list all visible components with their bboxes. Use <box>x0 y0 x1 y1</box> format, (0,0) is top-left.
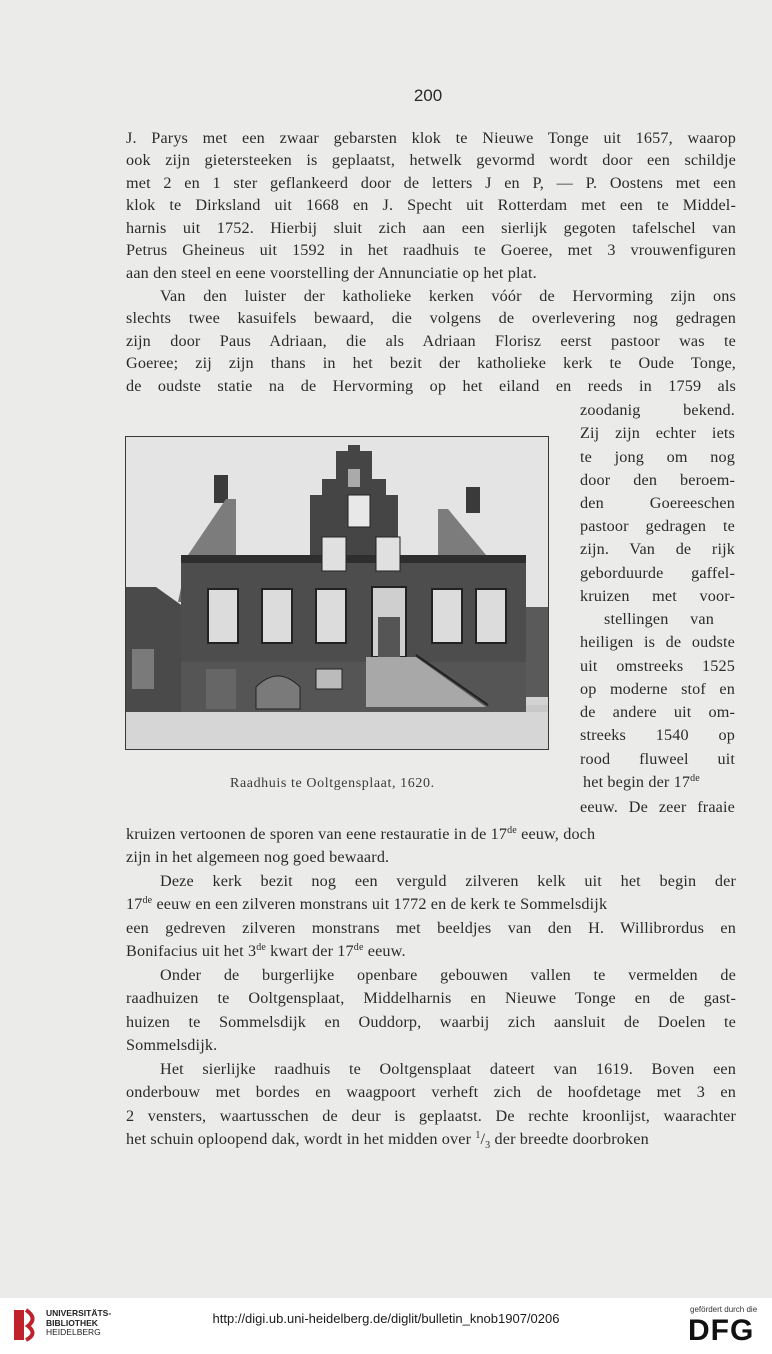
side-text-line: de andere uit om- <box>580 703 735 721</box>
side-text-line: den Goereeschen <box>580 494 735 512</box>
text-line: met 2 en 1 ster geflankeerd door de letters J en P, — P. Oostens met een <box>126 174 736 192</box>
text-line: zijn door Paus Adriaan, die als Adriaan Florisz eerst pastoor was te <box>126 332 736 350</box>
text-line: het schuin oploopend dak, wordt in het midden over $^1/_3$ der breedte doorbroken <box>126 1130 649 1152</box>
side-text-line: geborduurde gaffel- <box>580 564 735 582</box>
page-number: 200 <box>413 86 443 105</box>
side-text-line: rood fluweel uit <box>580 750 735 768</box>
side-text-line: Zij zijn echter iets <box>580 424 735 442</box>
text-line: Sommelsdijk. <box>126 1036 218 1054</box>
text-line: aan den steel en eene voorstelling der Annunciatie op het plat. <box>126 264 537 282</box>
text-line: een gedreven zilveren monstrans met beeldjes van den H. Willibrordus en <box>126 919 736 937</box>
text-line: raadhuizen te Ooltgensplaat, Middelharnis en Nieuwe Tonge en de gast- <box>126 989 736 1007</box>
townhall-photo <box>125 436 549 750</box>
text-line: Goeree; zij zijn thans in het bezit der katholieke kerk te Oude Tonge, <box>126 354 736 372</box>
side-text-line: kruizen met voor- <box>580 587 735 605</box>
library-name: UNIVERSITÄTS- BIBLIOTHEK HEIDELBERG <box>46 1308 112 1337</box>
text-line: Deze kerk bezit nog een verguld zilveren kelk uit het begin der <box>160 872 736 890</box>
side-text-line: heiligen is de oudste <box>580 633 735 651</box>
text-line: 2 vensters, waartusschen de deur is geplaatst. De rechte kroonlijst, waarachter <box>126 1107 736 1125</box>
text-line: de oudste statie na de Hervorming op het eiland en reeds in 1759 als <box>126 377 736 395</box>
text-line: Bonifacius uit het 3de kwart der 17de eeuw. <box>126 942 406 960</box>
side-text-line: zijn. Van de rijk <box>580 540 735 558</box>
text-line: zijn in het algemeen nog goed bewaard. <box>126 848 390 866</box>
footer-bar <box>0 1298 772 1354</box>
text-line: Petrus Gheineus uit 1592 in het raadhuis te Goeree, met 3 vrouwenfiguren <box>126 241 736 259</box>
side-text-line: het begin der 17de <box>583 773 700 791</box>
figure-caption: Raadhuis te Ooltgensplaat, 1620. <box>230 776 435 791</box>
side-text-line: eeuw. De zeer fraaie <box>580 798 735 816</box>
side-text-line: streeks 1540 op <box>580 726 735 744</box>
text-line: harnis uit 1752. Hierbij sluit zich aan een sierlijk gegoten tafelschel van <box>126 219 736 237</box>
dfg-caption: gefördert durch die <box>690 1305 758 1314</box>
text-line: onderbouw met bordes en waagpoort verheft zich de hoofdetage met 3 en <box>126 1083 736 1101</box>
side-text-line: stellingen van <box>604 610 714 628</box>
side-text-line: uit omstreeks 1525 <box>580 657 735 675</box>
text-line: kruizen vertoonen de sporen van eene restauratie in de 17de eeuw, doch <box>126 825 596 843</box>
text-line: Van den luister der katholieke kerken vóór de Hervorming zijn ons <box>160 287 736 305</box>
side-text-line: door den beroem- <box>580 471 735 489</box>
text-line: huizen te Sommelsdijk en Ouddorp, waarbij zich aansluit de Doelen te <box>126 1013 736 1031</box>
text-line: 17de eeuw en een zilveren monstrans uit 1772 en de kerk te Sommelsdijk <box>126 895 608 913</box>
text-line: ook zijn gietersteeken is geplaatst, hetwelk gevormd wordt door een schildje <box>126 151 736 169</box>
dfg-logo: DFG <box>688 1314 755 1347</box>
side-text-line: pastoor gedragen te <box>580 517 735 535</box>
source-url-link[interactable]: http://digi.ub.uni-heidelberg.de/diglit/bulletin_knob1907/0206 <box>212 1311 560 1326</box>
text-line: Het sierlijke raadhuis te Ooltgensplaat dateert van 1619. Boven een <box>160 1060 736 1078</box>
side-text-line: zoodanig bekend. <box>580 401 735 419</box>
side-text-line: te jong om nog <box>580 448 735 466</box>
side-text-line: op moderne stof en <box>580 680 735 698</box>
text-line: J. Parys met een zwaar gebarsten klok te Nieuwe Tonge uit 1657, waarop <box>126 129 736 147</box>
text-line: slechts twee kasuifels bewaard, die volgens de overlevering nog gedragen <box>126 309 736 327</box>
text-line: klok te Dirksland uit 1668 en J. Specht uit Rotterdam met een te Middel- <box>126 196 736 214</box>
text-line: Onder de burgerlijke openbare gebouwen vallen te vermelden de <box>160 966 736 984</box>
